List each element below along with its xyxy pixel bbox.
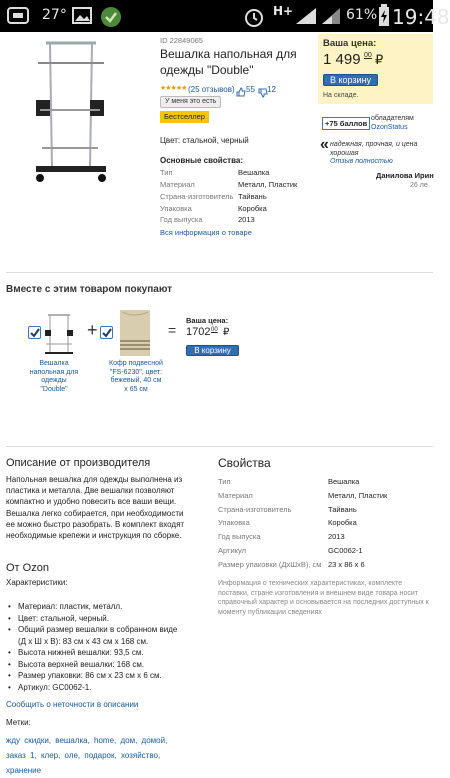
bundle-cart-label: В корзину xyxy=(194,346,231,355)
thumbs-up-icon[interactable] xyxy=(236,84,246,102)
main-props-title: Основные свойства: xyxy=(160,156,244,165)
bundle-item1-link[interactable]: Вешалка напольная для одежды "Double" xyxy=(29,360,79,393)
ozon-status-link[interactable]: OzonStatus xyxy=(371,124,408,131)
prop-label: Страна-изготовитель xyxy=(160,192,234,201)
image-icon xyxy=(72,6,94,31)
prop-label: Артикул xyxy=(218,546,246,555)
bundle-price-currency: ₽ xyxy=(223,327,230,338)
prop-value: Коробка xyxy=(328,518,357,527)
prop-label: Упаковка xyxy=(218,518,250,527)
prop-label: Год выпуска xyxy=(218,532,261,541)
prop-label: Тип xyxy=(160,168,173,177)
stock-status: На складе. xyxy=(323,92,359,99)
list-item: • Артикул: GC0062-1. xyxy=(6,682,184,694)
signal-2-icon xyxy=(320,6,342,31)
chars-title: Характеристики: xyxy=(6,578,68,587)
battery-charging-icon xyxy=(378,4,392,33)
bestseller-badge: Бестселлер xyxy=(160,111,209,123)
buy-box xyxy=(318,34,433,104)
app-badge-icon xyxy=(100,6,122,33)
bundle-item1-image[interactable] xyxy=(42,312,76,358)
product-title: Вешалка напольная для одежды "Double" xyxy=(160,47,297,77)
alarm-icon xyxy=(243,6,265,33)
review-quote: надежная, прочная, и цена хорошая xyxy=(330,141,418,157)
prop-label: Страна-изготовитель xyxy=(218,505,292,514)
bundle-price-cents: 00 xyxy=(211,327,218,333)
divider xyxy=(6,272,433,273)
price-currency: ₽ xyxy=(375,52,384,67)
from-ozon-title: От Ozon xyxy=(6,562,49,574)
all-info-link[interactable]: Вся информация о товаре xyxy=(160,228,252,237)
signal-icon xyxy=(294,6,318,31)
product-color: Цвет: стальной, черный xyxy=(160,136,249,145)
equals-icon: = xyxy=(168,322,177,338)
prop-value: Металл, Пластик xyxy=(238,180,298,189)
price-cents: 00 xyxy=(364,52,372,59)
description-title: Описание от производителя xyxy=(6,457,151,469)
review-full-link[interactable]: Отзыв полностью xyxy=(330,158,393,165)
prop-label: Упаковка xyxy=(160,204,192,213)
properties-note: Информация о технических характеристиках, комплекте поставки, стране изготовления и внешнем виде товара носит справочный характер и основывается на последних доступных к моменту публикации сведениях xyxy=(218,580,429,616)
prop-label: Материал xyxy=(218,491,253,500)
reviewer-name: Данилова Ирин xyxy=(376,171,434,180)
review-date: 26 ле xyxy=(410,182,428,189)
network-type-label: H+ xyxy=(273,4,294,18)
description-text: Напольная вешалка для одежды выполнена из пластика и металла. Две вешалки позволяют компактно и удобно повесить все ваши вещи. Вешалка легко собирается, при необходимости ее можно быстро разобрать. В комплект входят необходимые крепежи и инструкция по сборке. xyxy=(6,475,185,541)
divider xyxy=(6,446,433,447)
bonus-badge: +75 баллов xyxy=(322,117,370,130)
prop-value: 2013 xyxy=(238,215,255,224)
prop-value: 23 x 86 x 6 xyxy=(328,560,365,569)
price-main: 1 499 xyxy=(323,51,361,68)
temperature-label: 27° xyxy=(42,7,67,23)
product-image[interactable] xyxy=(30,38,110,188)
bundle-add-to-cart-button[interactable] xyxy=(186,345,239,356)
list-item: • Материал: пластик, металл. xyxy=(6,601,184,613)
prop-value: GC0062-1 xyxy=(328,546,363,555)
prop-value: Тайвань xyxy=(238,192,267,201)
list-item: • Высота верхней вешалки: 168 см. xyxy=(6,659,184,671)
prop-value: Вешалка xyxy=(238,168,270,177)
chars-list xyxy=(6,601,184,693)
list-item: • Общий размер вешалки в собранном виде (Д х Ш х В): 83 см х 43 см х 168 см. xyxy=(6,624,184,647)
dislikes-count[interactable]: 12 xyxy=(267,85,276,94)
have-it-button[interactable]: У меня это есть xyxy=(160,96,221,108)
list-item: • Высота нижней вешалки: 93,5 см. xyxy=(6,647,184,659)
plus-icon: + xyxy=(87,320,98,340)
prop-label: Год выпуска xyxy=(160,215,203,224)
reviews-link[interactable]: (25 отзывов) xyxy=(188,85,235,94)
prop-value: Вешалка xyxy=(328,477,360,486)
report-inaccuracy-link[interactable]: Сообщить о неточности в описании xyxy=(6,700,139,709)
prop-label: Материал xyxy=(160,180,195,189)
list-item: • Размер упаковки: 86 см х 23 см х 6 см. xyxy=(6,670,184,682)
rating-stars: ★★★★★ xyxy=(160,85,187,92)
bundle-price-label: Ваша цена: xyxy=(186,316,229,325)
prop-value: Коробка xyxy=(238,204,267,213)
bundle-item2-image[interactable] xyxy=(116,310,154,358)
clock: 19:48 xyxy=(392,5,450,29)
prop-value: 2013 xyxy=(328,532,345,541)
product-id: ID 22849065 xyxy=(160,36,203,45)
bundle-title: Вместе с этим товаром покупают xyxy=(6,284,173,295)
screen-icon xyxy=(6,6,32,31)
quote-icon: « xyxy=(320,136,329,153)
prop-value: Металл, Пластик xyxy=(328,491,388,500)
bundle-item2-checkbox[interactable] xyxy=(100,326,113,339)
add-to-cart-button[interactable] xyxy=(323,74,378,86)
battery-percent: 61% xyxy=(346,7,378,23)
likes-count[interactable]: 55 xyxy=(246,85,255,94)
tags-title: Метки: xyxy=(6,718,31,727)
status-bar xyxy=(0,0,450,32)
bundle-item1-checkbox[interactable] xyxy=(28,326,41,339)
bundle-item2-link[interactable]: Кофр подвесной "FS-6230", цвет: бежевый, 40 см х 65 см xyxy=(109,360,163,393)
list-item: • Цвет: стальной, черный. xyxy=(6,613,184,625)
bonus-text-1: обладателям xyxy=(371,115,414,122)
prop-value: Тайвань xyxy=(328,505,357,514)
prop-label: Размер упаковки (ДхШхВ), см xyxy=(218,560,322,569)
properties-title: Свойства xyxy=(218,456,271,470)
bundle-price-main: 1702 xyxy=(186,326,211,338)
prop-label: Тип xyxy=(218,477,231,486)
price-label: Ваша цена: xyxy=(323,38,377,49)
tags-list[interactable]: жду скидки, вешалка, home, дом, домой, заказ 1, клер, оле, подарок, хозяйство, хранение xyxy=(6,736,168,775)
cart-button-label: В корзину xyxy=(329,75,372,85)
